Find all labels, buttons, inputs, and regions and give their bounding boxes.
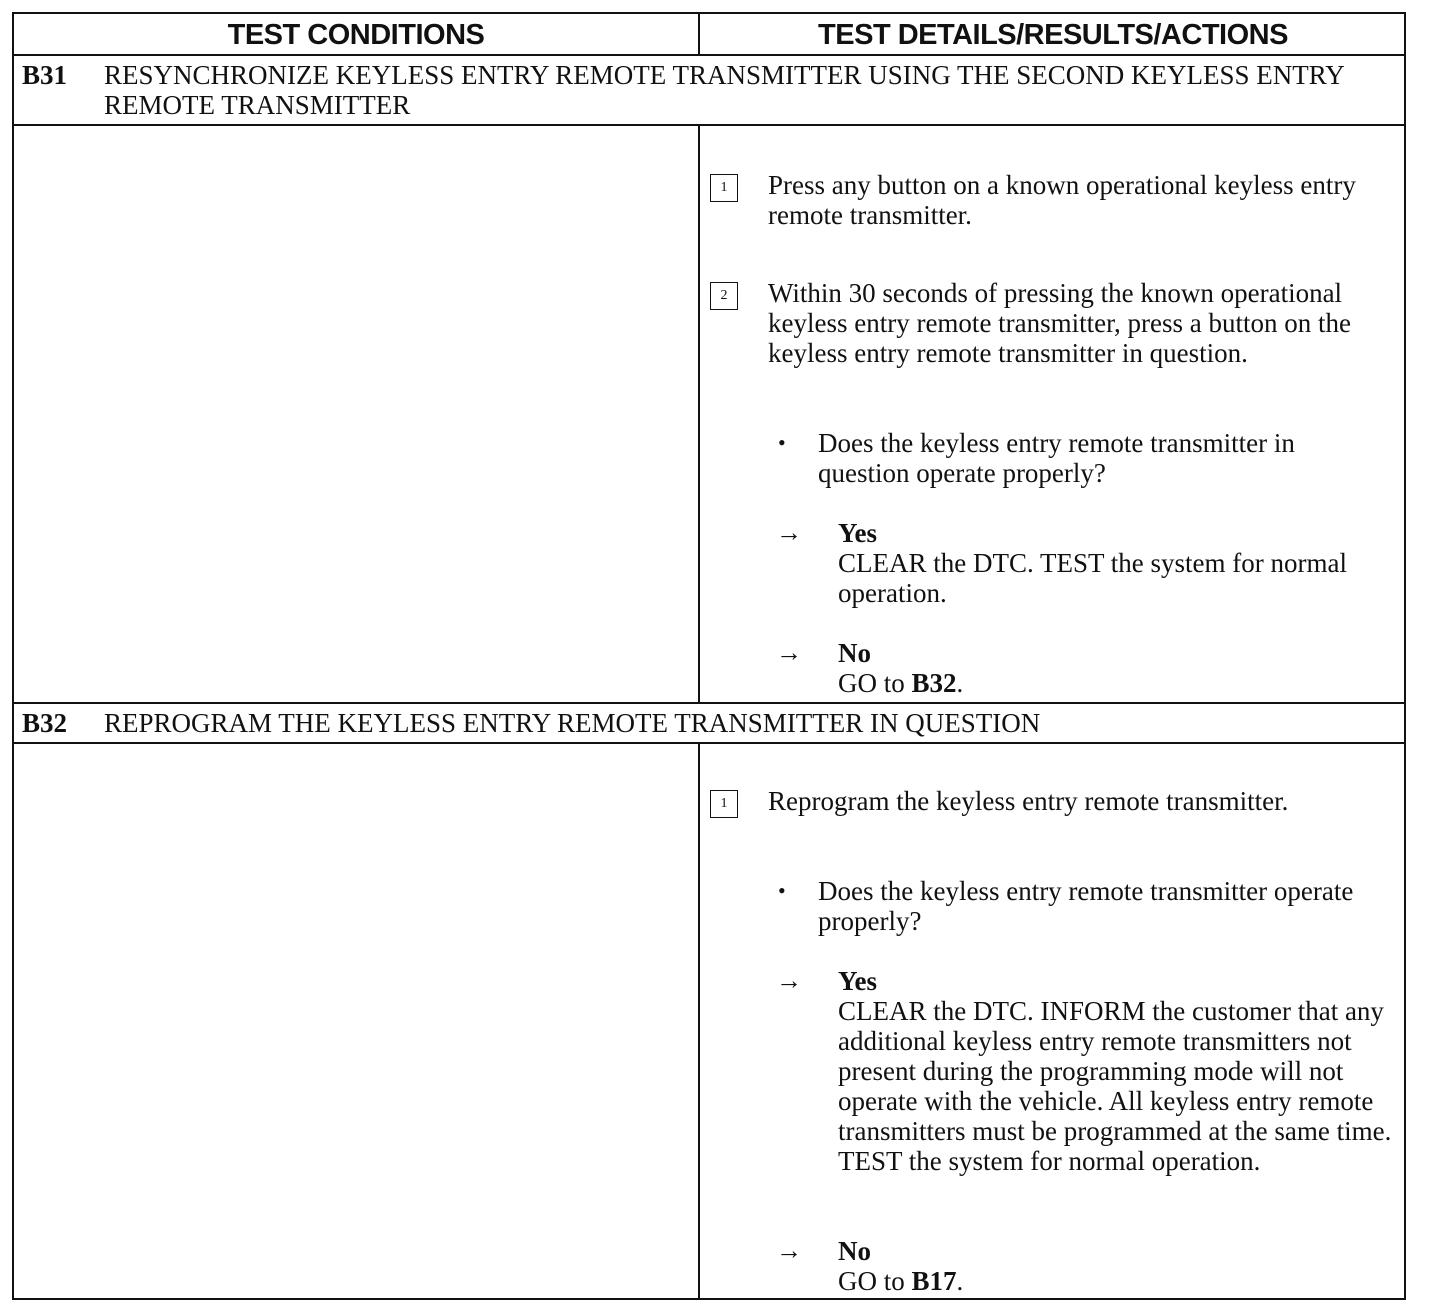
step-b32-details-cell xyxy=(700,744,1406,1298)
yes-text: CLEAR the DTC. INFORM the customer that any additional keyless entry remote transmitters not present during the programming mode will not operate with the vehicle. All keyless entry remote transmitters must be programmed at the same time. TEST the system for normal operation. xyxy=(838,996,1392,1176)
no-answer xyxy=(838,1236,1398,1296)
arrow-right-icon: → xyxy=(776,966,802,995)
no-prefix: GO to xyxy=(838,1266,912,1296)
step-title: RESYNCHRONIZE KEYLESS ENTRY REMOTE TRANSMITTER USING THE SECOND KEYLESS ENTRY REMOTE TRANSMITTER xyxy=(104,60,1344,120)
step-number-box: 1 xyxy=(710,174,738,202)
step-id: B32 xyxy=(22,708,68,738)
no-suffix: . xyxy=(956,1266,964,1296)
no-label: No xyxy=(838,1236,871,1266)
bullet-icon: • xyxy=(778,878,786,903)
step-title: REPROGRAM THE KEYLESS ENTRY REMOTE TRANSMITTER IN QUESTION xyxy=(104,708,1041,738)
step-b32-title-row xyxy=(14,702,1404,744)
bullet-icon: • xyxy=(778,430,786,455)
goto-ref: B17 xyxy=(911,1266,957,1296)
question-text: Does the keyless entry remote transmitter in question operate properly? xyxy=(818,428,1295,488)
yes-text: CLEAR the DTC. TEST the system for normal operation. xyxy=(838,548,1347,608)
yes-answer xyxy=(838,966,1398,1176)
action-text: Within 30 seconds of pressing the known operational keyless entry remote transmitter, press a button on the keyless entry remote transmitter in question. xyxy=(768,278,1352,368)
action-text: Press any button on a known operational keyless entry remote transmitter. xyxy=(768,170,1356,230)
step-id: B31 xyxy=(22,60,68,90)
step-b32-conditions-cell xyxy=(14,744,700,1298)
step-b31-details-cell xyxy=(700,126,1406,702)
arrow-right-icon: → xyxy=(776,1236,802,1265)
step-number-box: 2 xyxy=(710,282,738,310)
question-text: Does the keyless entry remote transmitter operate properly? xyxy=(818,876,1354,936)
diagnostic-table xyxy=(12,12,1406,1300)
goto-ref: B32 xyxy=(911,668,957,698)
no-suffix: . xyxy=(956,668,964,698)
no-label: No xyxy=(838,638,871,668)
arrow-right-icon: → xyxy=(776,638,802,667)
yes-label: Yes xyxy=(838,518,877,548)
step-b31-conditions-cell xyxy=(14,126,700,702)
yes-label: Yes xyxy=(838,966,877,996)
header-test-conditions: TEST CONDITIONS xyxy=(14,14,700,54)
step-number-box: 1 xyxy=(710,790,738,818)
yes-answer xyxy=(838,518,1398,608)
header-test-details: TEST DETAILS/RESULTS/ACTIONS xyxy=(818,19,1288,51)
no-answer xyxy=(838,638,1398,698)
no-prefix: GO to xyxy=(838,668,912,698)
action-text: Reprogram the keyless entry remote transmitter. xyxy=(768,786,1289,816)
arrow-right-icon: → xyxy=(776,518,802,547)
table-header xyxy=(14,14,1404,56)
step-b31-title-row xyxy=(14,56,1404,126)
